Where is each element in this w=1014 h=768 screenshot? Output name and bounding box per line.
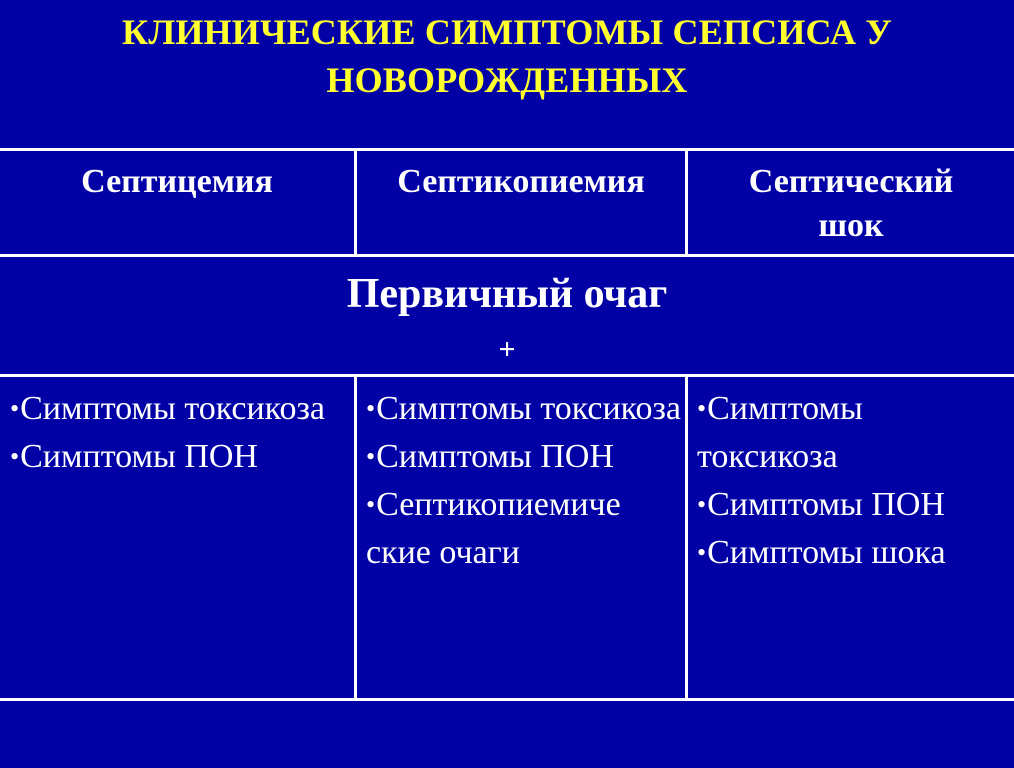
table-top-border [0, 148, 1014, 151]
septicemia-symptoms-list [10, 385, 350, 481]
primary-focus-label: Первичный очаг [346, 271, 668, 317]
slide-title-line2: НОВОРОЖДЕННЫХ [326, 60, 688, 100]
slide-title-line1: КЛИНИЧЕСКИЕ СИМПТОМЫ СЕПСИСА У [122, 12, 892, 52]
bullet-icon: • [697, 538, 707, 567]
column-divider-2-bottom [685, 376, 688, 700]
primary-row-divider [0, 374, 1014, 377]
table-bottom-border [0, 698, 1014, 701]
bullet-icon: • [366, 394, 376, 423]
list-item: •Симптомы токсикоза [366, 390, 681, 427]
list-item: •Симптомы шока [697, 534, 946, 571]
septic-shock-symptoms-list [697, 385, 1011, 577]
slide-title [0, 8, 1014, 104]
list-item: •Симптомы ПОН [366, 438, 614, 475]
column-header-septic-shock: Септический шок [748, 163, 954, 244]
list-item: •Септикопиемиче ские очаги [366, 486, 621, 571]
bullet-icon: • [366, 442, 376, 471]
column-header-septicopyemia: Септикопиемия [397, 163, 645, 200]
bullet-icon: • [10, 394, 20, 423]
column-header-septicemia: Септицемия [81, 163, 273, 200]
bullet-icon: • [697, 394, 707, 423]
septicopyemia-symptoms-list [366, 385, 682, 577]
list-item: •Симптомы ПОН [697, 486, 945, 523]
bullet-icon: • [10, 442, 20, 471]
header-row-divider [0, 254, 1014, 257]
bullet-icon: • [366, 490, 376, 519]
plus-sign: + [498, 333, 516, 366]
column-divider-1-bottom [354, 376, 357, 700]
bullet-icon: • [697, 490, 707, 519]
list-item: •Симптомы ПОН [10, 438, 258, 475]
list-item: •Симптомы токсикоза [697, 390, 863, 475]
list-item: •Симптомы токсикоза [10, 390, 325, 427]
